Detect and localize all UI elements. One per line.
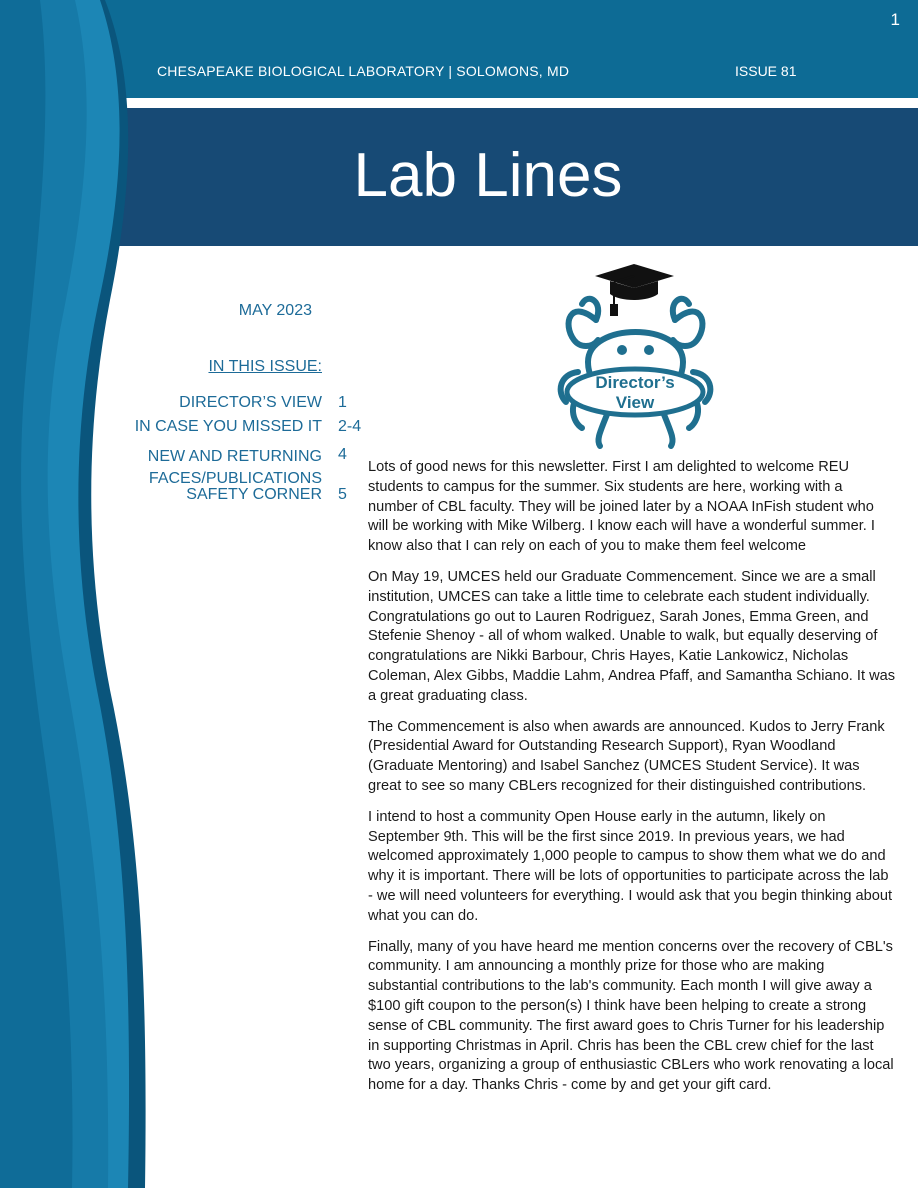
toc-item-label: IN CASE YOU MISSED IT <box>134 418 322 435</box>
decorative-wave <box>0 0 160 1188</box>
toc-item-label: NEW AND RETURNING <box>147 448 322 465</box>
toc-item-label: SAFETY CORNER <box>186 486 322 503</box>
directors-view-article <box>368 458 896 1107</box>
toc-item-label-line2: FACES/PUBLICATIONS <box>148 470 322 487</box>
toc-item[interactable] <box>130 486 370 510</box>
logo-text-line1: Director’s <box>595 373 675 392</box>
organization-name: CHESAPEAKE BIOLOGICAL LABORATORY | SOLOMONS, MD <box>157 63 570 79</box>
issue-date: MAY 2023 <box>238 302 312 319</box>
toc-item-page: 2-4 <box>338 418 362 435</box>
toc-heading: IN THIS ISSUE: <box>208 358 322 375</box>
article-paragraph: The Commencement is also when awards are announced. Kudos to Jerry Frank (Presidential Award for Outstanding Research Support), Ryan Woodland (Graduate Mentoring) and Isabel Sanchez (UMCES Student Service). It was great to see so many CBLers recognized for their distinguished contributions. <box>368 718 885 794</box>
directors-view-crab-logo <box>548 262 723 452</box>
toc-item-page: 4 <box>338 446 347 463</box>
toc-item-label: DIRECTOR’S VIEW <box>179 394 322 411</box>
article-paragraph: I intend to host a community Open House early in the autumn, likely on September 9th. This will be the first since 2019. In previous years, we had welcomed approximately 1,000 people to campus to show them what we do and why it is important. There will be lots of opportunities to participate across the lab - we will need volunteers for everything. I would ask that you begin thinking about what you can do. <box>368 808 893 924</box>
graduation-cap-icon <box>595 264 674 316</box>
article-paragraph: Lots of good news for this newsletter. First I am delighted to welcome REU students to campus for the summer. Six students are here, working with a number of CBL faculty. They will be joined later by a NOAA InFish student who will be working with Mike Wilberg. I know each will have a wonderful summer. I know also that I can rely on each of you to make them feel welcome <box>368 459 875 555</box>
toc-item[interactable] <box>130 418 370 442</box>
article-paragraph: Finally, many of you have heard me mention concerns over the recovery of CBL's community. I am announcing a monthly prize for those who are making substantial contributions to the lab's community. Each month I will give away a $100 gift coupon to the person(s) I think have been helping to create a strong sense of CBL community. The first award goes to Chris Turner for his leadership in supporting Christmas in April. Chris has been the CBL crew chief for the last two years, organizing a group of enthusiastic CBLers who work renovating a local home for a day. Thanks Chris - come by and get your gift card. <box>368 938 894 1094</box>
article-paragraph: On May 19, UMCES held our Graduate Commencement. Since we are a small institution, UMCES can take a little time to celebrate each student individually. Congratulations go out to Lauren Rodriguez, Sarah Jones, Emma Green, and Stefenie Shenoy - all of whom walked. Unable to walk, but equally deserving of congratulations are Nikki Barbour, Chris Hayes, Katie Lankowicz, Nicholas Coleman, Alex Gibbs, Maddie Lahm, Andrea Pfaff, and Samantha Schiano. It was a great graduating class. <box>368 568 896 704</box>
logo-text-line2: View <box>615 393 655 412</box>
toc-item[interactable] <box>130 394 370 418</box>
toc-item-page: 5 <box>338 486 347 503</box>
page-number: 1 <box>890 10 900 29</box>
table-of-contents <box>130 394 370 510</box>
toc-item-page: 1 <box>338 394 347 411</box>
newsletter-title: Lab Lines <box>353 141 623 210</box>
issue-number: ISSUE 81 <box>735 63 797 79</box>
